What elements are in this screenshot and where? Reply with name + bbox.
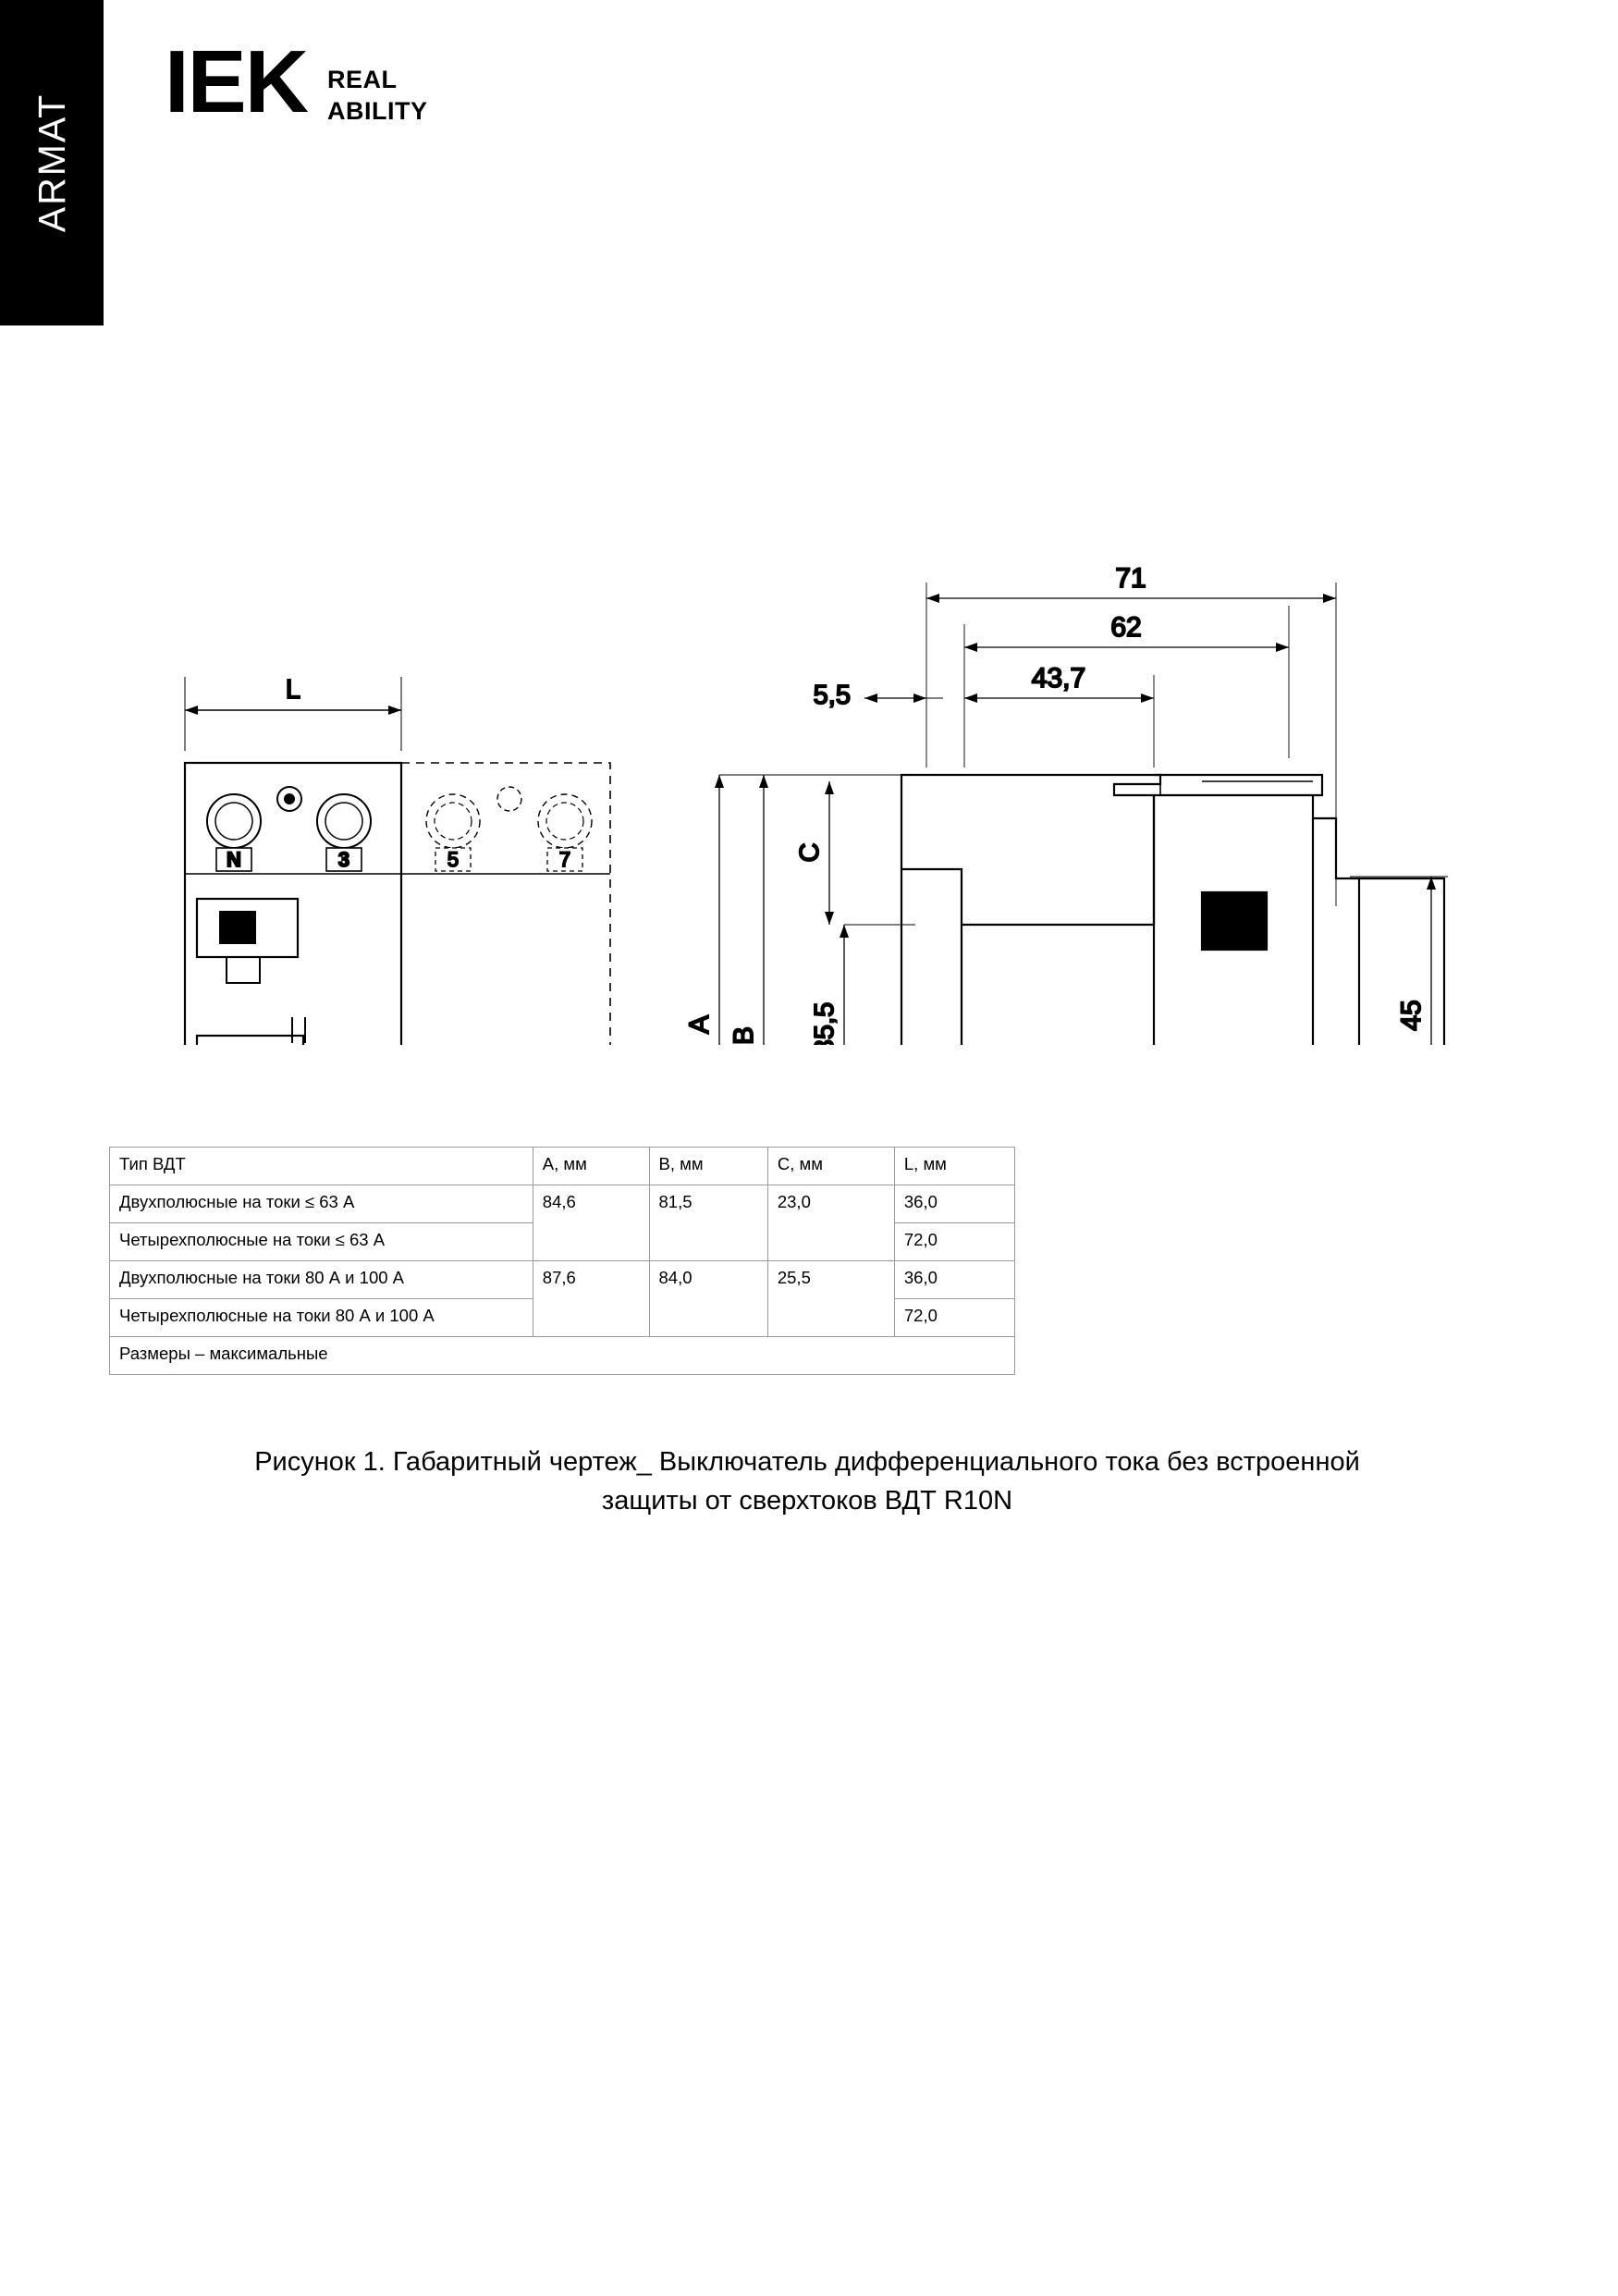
row-c (767, 1223, 894, 1261)
tagline-line-1: REAL (327, 66, 398, 93)
terminal-label-N-top: N (227, 848, 241, 871)
table-row (110, 1261, 1015, 1299)
dim-label-5-5: 5,5 (813, 681, 851, 710)
row-type: Двухполюсные на токи 80 А и 100 А (110, 1261, 533, 1299)
table-row (110, 1299, 1015, 1337)
dimension-table-wrapper (109, 1147, 1015, 1375)
table-note-row (110, 1337, 1015, 1375)
table-header-c: C, мм (767, 1148, 894, 1185)
row-l: 36,0 (894, 1185, 1014, 1223)
row-a (533, 1299, 649, 1337)
tagline-line-2: ABILITY (327, 96, 428, 125)
row-b (649, 1299, 767, 1337)
table-header-a: A, мм (533, 1148, 649, 1185)
row-a: 87,6 (533, 1261, 649, 1299)
dimension-table (109, 1147, 1015, 1375)
row-type: Четырехполюсные на токи ≤ 63 А (110, 1223, 533, 1261)
table-row (110, 1223, 1015, 1261)
dim-label-A: A (684, 1014, 715, 1035)
row-c: 25,5 (767, 1261, 894, 1299)
iek-logo-text: IEK (165, 32, 308, 131)
row-l: 36,0 (894, 1261, 1014, 1299)
terminal-label-7: 7 (558, 848, 571, 871)
row-a (533, 1223, 649, 1261)
row-b: 81,5 (649, 1185, 767, 1223)
table-note: Размеры – максимальные (110, 1337, 1015, 1375)
row-c (767, 1299, 894, 1337)
dim-label-B: B (729, 1025, 759, 1045)
row-type: Двухполюсные на токи ≤ 63 А (110, 1185, 533, 1223)
row-l: 72,0 (894, 1223, 1014, 1261)
figure-caption-line-1: Рисунок 1. Габаритный чертеж_ Выключатель дифференциального тока без встроенной (254, 1447, 1360, 1477)
dim-label-35-5: 35,5 (810, 1001, 840, 1045)
technical-drawing (0, 277, 1618, 1045)
figure-caption (109, 1443, 1505, 1520)
row-b: 84,0 (649, 1261, 767, 1299)
dim-label-45: 45 (1396, 1000, 1427, 1031)
dim-label-71: 71 (1115, 563, 1146, 594)
table-row (110, 1185, 1015, 1223)
test-button-label: T (230, 915, 245, 943)
table-header-row (110, 1148, 1015, 1185)
dim-label-L: L (285, 675, 301, 705)
table-header-type: Тип ВДТ (110, 1148, 533, 1185)
iek-logo-tagline (327, 65, 428, 128)
dim-label-C: C (795, 842, 825, 863)
row-c: 23,0 (767, 1185, 894, 1223)
table-header-b: B, мм (649, 1148, 767, 1185)
iek-logo (165, 32, 428, 131)
row-l: 72,0 (894, 1299, 1014, 1337)
terminal-label-5: 5 (447, 848, 460, 871)
table-header-l: L, мм (894, 1148, 1014, 1185)
row-type: Четырехполюсные на токи 80 А и 100 А (110, 1299, 533, 1337)
figure-caption-line-2: защиты от сверхтоков ВДТ R10N (601, 1486, 1013, 1516)
brand-vertical-tab-label: ARMAT (30, 92, 73, 233)
row-a: 84,6 (533, 1185, 649, 1223)
row-b (649, 1223, 767, 1261)
dim-label-43-7: 43,7 (1031, 663, 1086, 694)
dim-label-62: 62 (1110, 612, 1142, 643)
terminal-label-3: 3 (337, 848, 350, 871)
